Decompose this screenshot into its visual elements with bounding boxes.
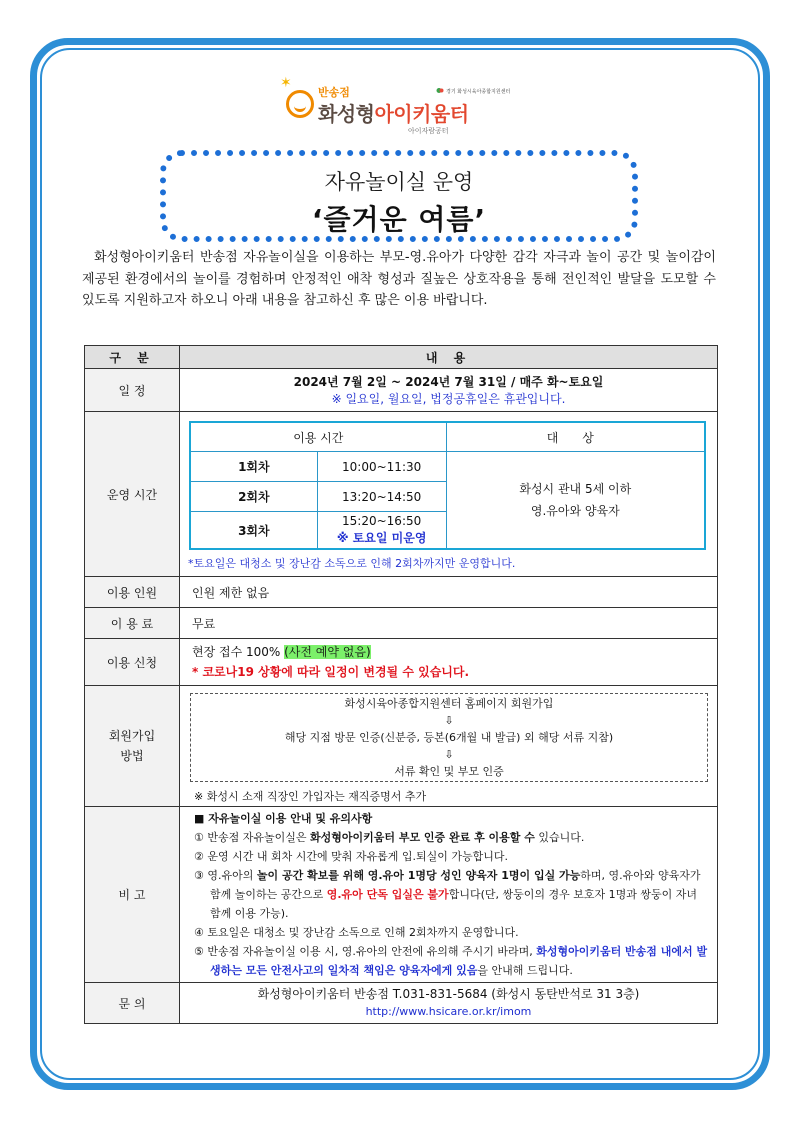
- table-row-hours: [85, 412, 718, 577]
- logo-branch: 반송점: [318, 86, 350, 99]
- session-1-name: 1회차: [190, 452, 317, 482]
- capacity-label: 이용 인원: [85, 577, 180, 608]
- logo-sub: 아이자람공터: [408, 127, 449, 135]
- table-row-capacity: [85, 577, 718, 608]
- table-row-apply: [85, 639, 718, 686]
- membership-step1: 화성시육아종합지원센터 홈페이지 회원가입: [344, 696, 554, 710]
- smile-icon: [286, 90, 314, 118]
- membership-label-1: 회원가입: [108, 729, 156, 743]
- table-row-remarks: [85, 807, 718, 983]
- header-category: 구 분: [85, 346, 180, 369]
- apply-value: 현장 접수 100%: [192, 645, 285, 659]
- apply-notice: * 코로나19 상황에 따라 일정이 변경될 수 있습니다.: [192, 665, 470, 679]
- intro-paragraph: 화성형아이키움터 반송점 자유놀이실을 이용하는 부모-영.유아가 다양한 감각 자극과 놀이 공간 및 놀이감이 제공된 환경에서의 놀이를 경험하며 안정적인 애착 형성과 질높은 상호작용을 통해 전인적인 발달을 도모할 수 있도록 지원하고자 하오니 아래 내용을 참고하신 후 많은 이용 바랍니다.: [82, 250, 716, 308]
- membership-step2: 해당 지점 방문 인증(신분증, 등본(6개월 내 발급) 외 해당 서류 지참): [284, 730, 614, 744]
- saturday-note: *토요일은 대청소 및 장난감 소독으로 인해 2회차까지만 운영합니다.: [188, 557, 516, 570]
- note-2: ② 운영 시간 내 회차 시간에 맞춰 자유롭게 입.퇴실이 가능합니다.: [194, 850, 508, 863]
- remarks-label: 비 고: [85, 807, 180, 983]
- org-logo-icon: [436, 87, 444, 94]
- note-3: ③ 영.유아의 놀이 공간 확보를 위해 영.유아 1명당 성인 양육자 1명이 입실 가능하며, 영.유아와 양육자가 함께 놀이하는 공간으로 영.유아 단독 입실은 불가합니다(단, 쌍둥이의 경우 보호자 1명과 쌍둥이 자녀 함께 이용 가능).: [194, 869, 701, 920]
- schedule-dates: 2024년 7월 2일 ~ 2024년 7월 31일 / 매주 화~토요일: [293, 375, 604, 389]
- membership-step3: 서류 확인 및 부모 인증: [394, 764, 504, 778]
- col-target: 대 상: [446, 422, 705, 452]
- title-line2: ‘즐거운 여름’: [311, 203, 487, 236]
- col-time: 이용 시간: [190, 422, 446, 452]
- logo: [280, 76, 530, 136]
- title-box: [160, 150, 638, 242]
- header-content: 내 용: [180, 346, 718, 369]
- apply-label: 이용 신청: [85, 639, 180, 686]
- schedule-label: 일 정: [85, 369, 180, 412]
- session-3-name: 3회차: [190, 512, 317, 550]
- session-2-name: 2회차: [190, 482, 317, 512]
- target-line2: 영.유아와 양육자: [530, 504, 620, 518]
- hours-label: 운영 시간: [85, 412, 180, 577]
- target-line1: 화성시 관내 5세 이하: [519, 482, 632, 496]
- note-5: ⑤ 반송점 자유놀이실 이용 시, 영.유아의 안전에 유의해 주시기 바라며, 화성형아이키움터 반송점 내에서 발생하는 모든 안전사고의 일차적 책임은 양육자에게 있음을 안내해 드립니다.: [194, 945, 708, 977]
- table-row-membership: [85, 686, 718, 807]
- contact-url[interactable]: http://www.hsicare.or.kr/imom: [365, 1005, 532, 1018]
- star-icon: ✶: [280, 75, 292, 91]
- fee-value: 무료: [180, 608, 718, 639]
- arrow-down-icon: ⇩: [444, 747, 454, 761]
- remarks-heading: ■ 자유놀이실 이용 안내 및 유의사항: [194, 812, 373, 825]
- logo-org: 경기 화성시육아종합지원센터: [446, 89, 511, 95]
- session-3-time: 15:20~16:50: [342, 514, 422, 528]
- table-header-row: [85, 346, 718, 369]
- table-row-contact: [85, 983, 718, 1024]
- apply-no-reservation: (사전 예약 없음): [284, 645, 371, 659]
- session-1-time: 10:00~11:30: [317, 452, 446, 482]
- capacity-value: 인원 제한 없음: [180, 577, 718, 608]
- contact-line: 화성형아이키움터 반송점 T.031-831-5684 (화성시 동탄반석로 31 3층): [257, 987, 640, 1001]
- title-line1: 자유놀이실 운영: [324, 170, 474, 194]
- note-4: ④ 토요일은 대청소 및 장난감 소독으로 인해 2회차까지 운영합니다.: [194, 926, 519, 939]
- info-table: [84, 345, 718, 1024]
- table-row-fee: [85, 608, 718, 639]
- table-row-schedule: [85, 369, 718, 412]
- membership-steps: [190, 693, 708, 782]
- session-3-note: ※ 토요일 미운영: [336, 531, 427, 545]
- membership-label-2: 방법: [120, 749, 144, 763]
- membership-footnote: ※ 화성시 소재 직장인 가입자는 재직증명서 추가: [194, 789, 427, 803]
- session-2-time: 13:20~14:50: [317, 482, 446, 512]
- remarks-notes: [180, 807, 717, 982]
- logo-name: 화성형아이키움터: [318, 102, 469, 126]
- hours-table: [189, 421, 706, 550]
- arrow-down-icon: ⇩: [444, 713, 454, 727]
- note-1: ① 반송점 자유놀이실은 화성형아이키움터 부모 인증 완료 후 이용할 수 있습니다.: [194, 831, 585, 844]
- schedule-closed: ※ 일요일, 월요일, 법정공휴일은 휴관입니다.: [331, 392, 566, 406]
- contact-label: 문 의: [85, 983, 180, 1024]
- fee-label: 이 용 료: [85, 608, 180, 639]
